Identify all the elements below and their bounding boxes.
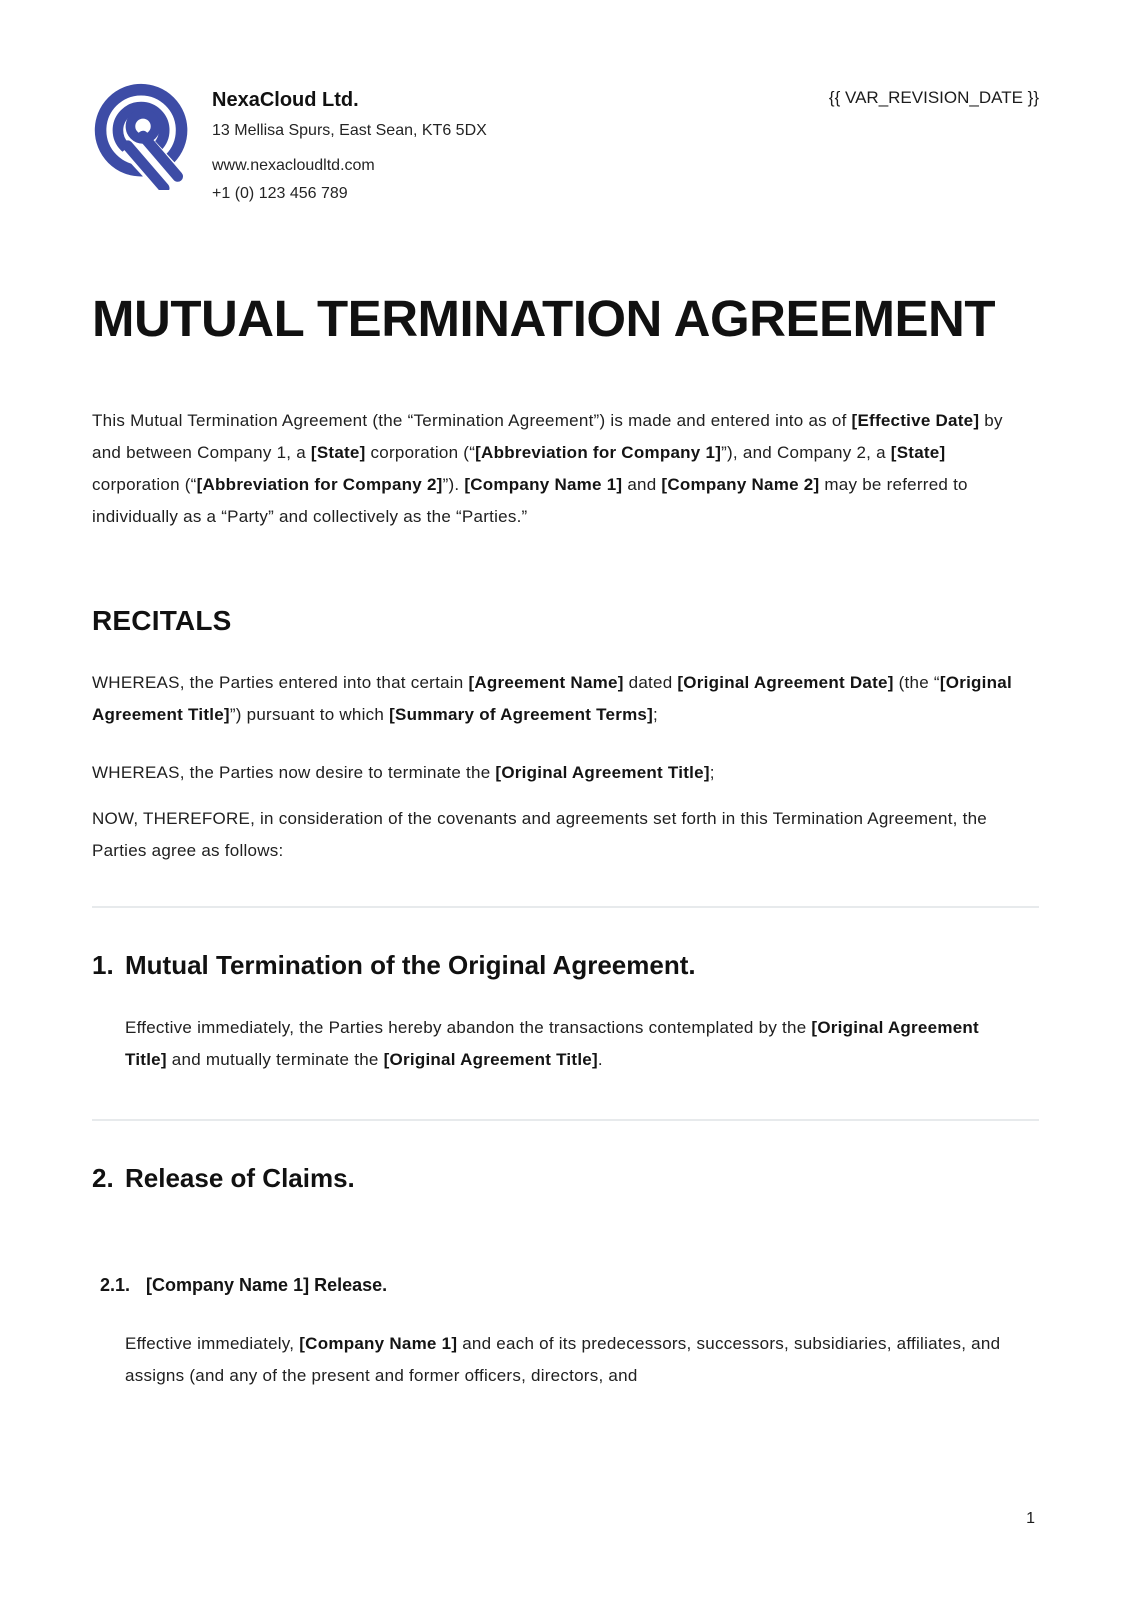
recital-paragraph-1: WHEREAS, the Parties entered into that certain [Agreement Name] dated [Original Agreement Date] (the “[Original Agreement Title]”) pursuant to which [Summary of Agreement Terms]; bbox=[92, 673, 1012, 725]
intro-paragraph: This Mutual Termination Agreement (the “Termination Agreement”) is made and entered into as of [Effective Date] by and between Company 1, a [State] corporation (“[Abbreviation for Company 1]”), and Company 2, a [State] corporation (“[Abbreviation for Company 2]”). [Company Name 1] and [Company Name 2] may be referred to individually as a “Party” and collectively as the “Parties.” bbox=[92, 411, 1003, 527]
revision-date-variable: {{ VAR_REVISION_DATE }} bbox=[828, 88, 1039, 107]
recital-paragraph-3: NOW, THEREFORE, in consideration of the covenants and agreements set forth in this Termination Agreement, the Parties agree as follows: bbox=[92, 809, 987, 861]
section-divider bbox=[92, 906, 1039, 908]
section-1-title: Mutual Termination of the Original Agreement. bbox=[125, 950, 696, 981]
letterhead-identity bbox=[92, 82, 487, 204]
subsection-2-1-body: Effective immediately, [Company Name 1] and each of its predecessors, successors, subsidiaries, affiliates, and assigns (and any of the present and former officers, directors, and bbox=[125, 1334, 1001, 1386]
company-logo-icon bbox=[92, 82, 194, 190]
company-phone: +1 (0) 123 456 789 bbox=[212, 185, 348, 203]
recital-paragraph-2: WHEREAS, the Parties now desire to terminate the [Original Agreement Title]; bbox=[92, 763, 715, 783]
page-number: 1 bbox=[1026, 1510, 1035, 1527]
section-1-body: Effective immediately, the Parties hereby abandon the transactions contemplated by the [Original Agreement Title] and mutually terminate the [Original Agreement Title]. bbox=[125, 1018, 979, 1070]
company-address: 13 Mellisa Spurs, East Sean, KT6 5DX bbox=[212, 122, 487, 139]
section-1-heading bbox=[92, 950, 1039, 981]
section-1-number: 1. bbox=[92, 950, 114, 981]
document-title: MUTUAL TERMINATION AGREEMENT bbox=[92, 290, 996, 347]
subsection-2-1-number: 2.1. bbox=[100, 1274, 131, 1295]
section-divider bbox=[92, 1119, 1039, 1121]
subsection-2-1-heading bbox=[100, 1274, 1039, 1297]
subsection-2-1-title: [Company Name 1] Release. bbox=[146, 1274, 388, 1295]
section-2-title: Release of Claims. bbox=[125, 1163, 355, 1194]
recitals-heading: RECITALS bbox=[92, 605, 232, 637]
company-website: www.nexacloudltd.com bbox=[212, 157, 375, 175]
company-info-block bbox=[212, 82, 487, 204]
section-2-number: 2. bbox=[92, 1163, 114, 1194]
letterhead bbox=[92, 82, 1039, 203]
section-2-heading bbox=[92, 1163, 1039, 1194]
company-name: NexaCloud Ltd. bbox=[212, 89, 359, 111]
